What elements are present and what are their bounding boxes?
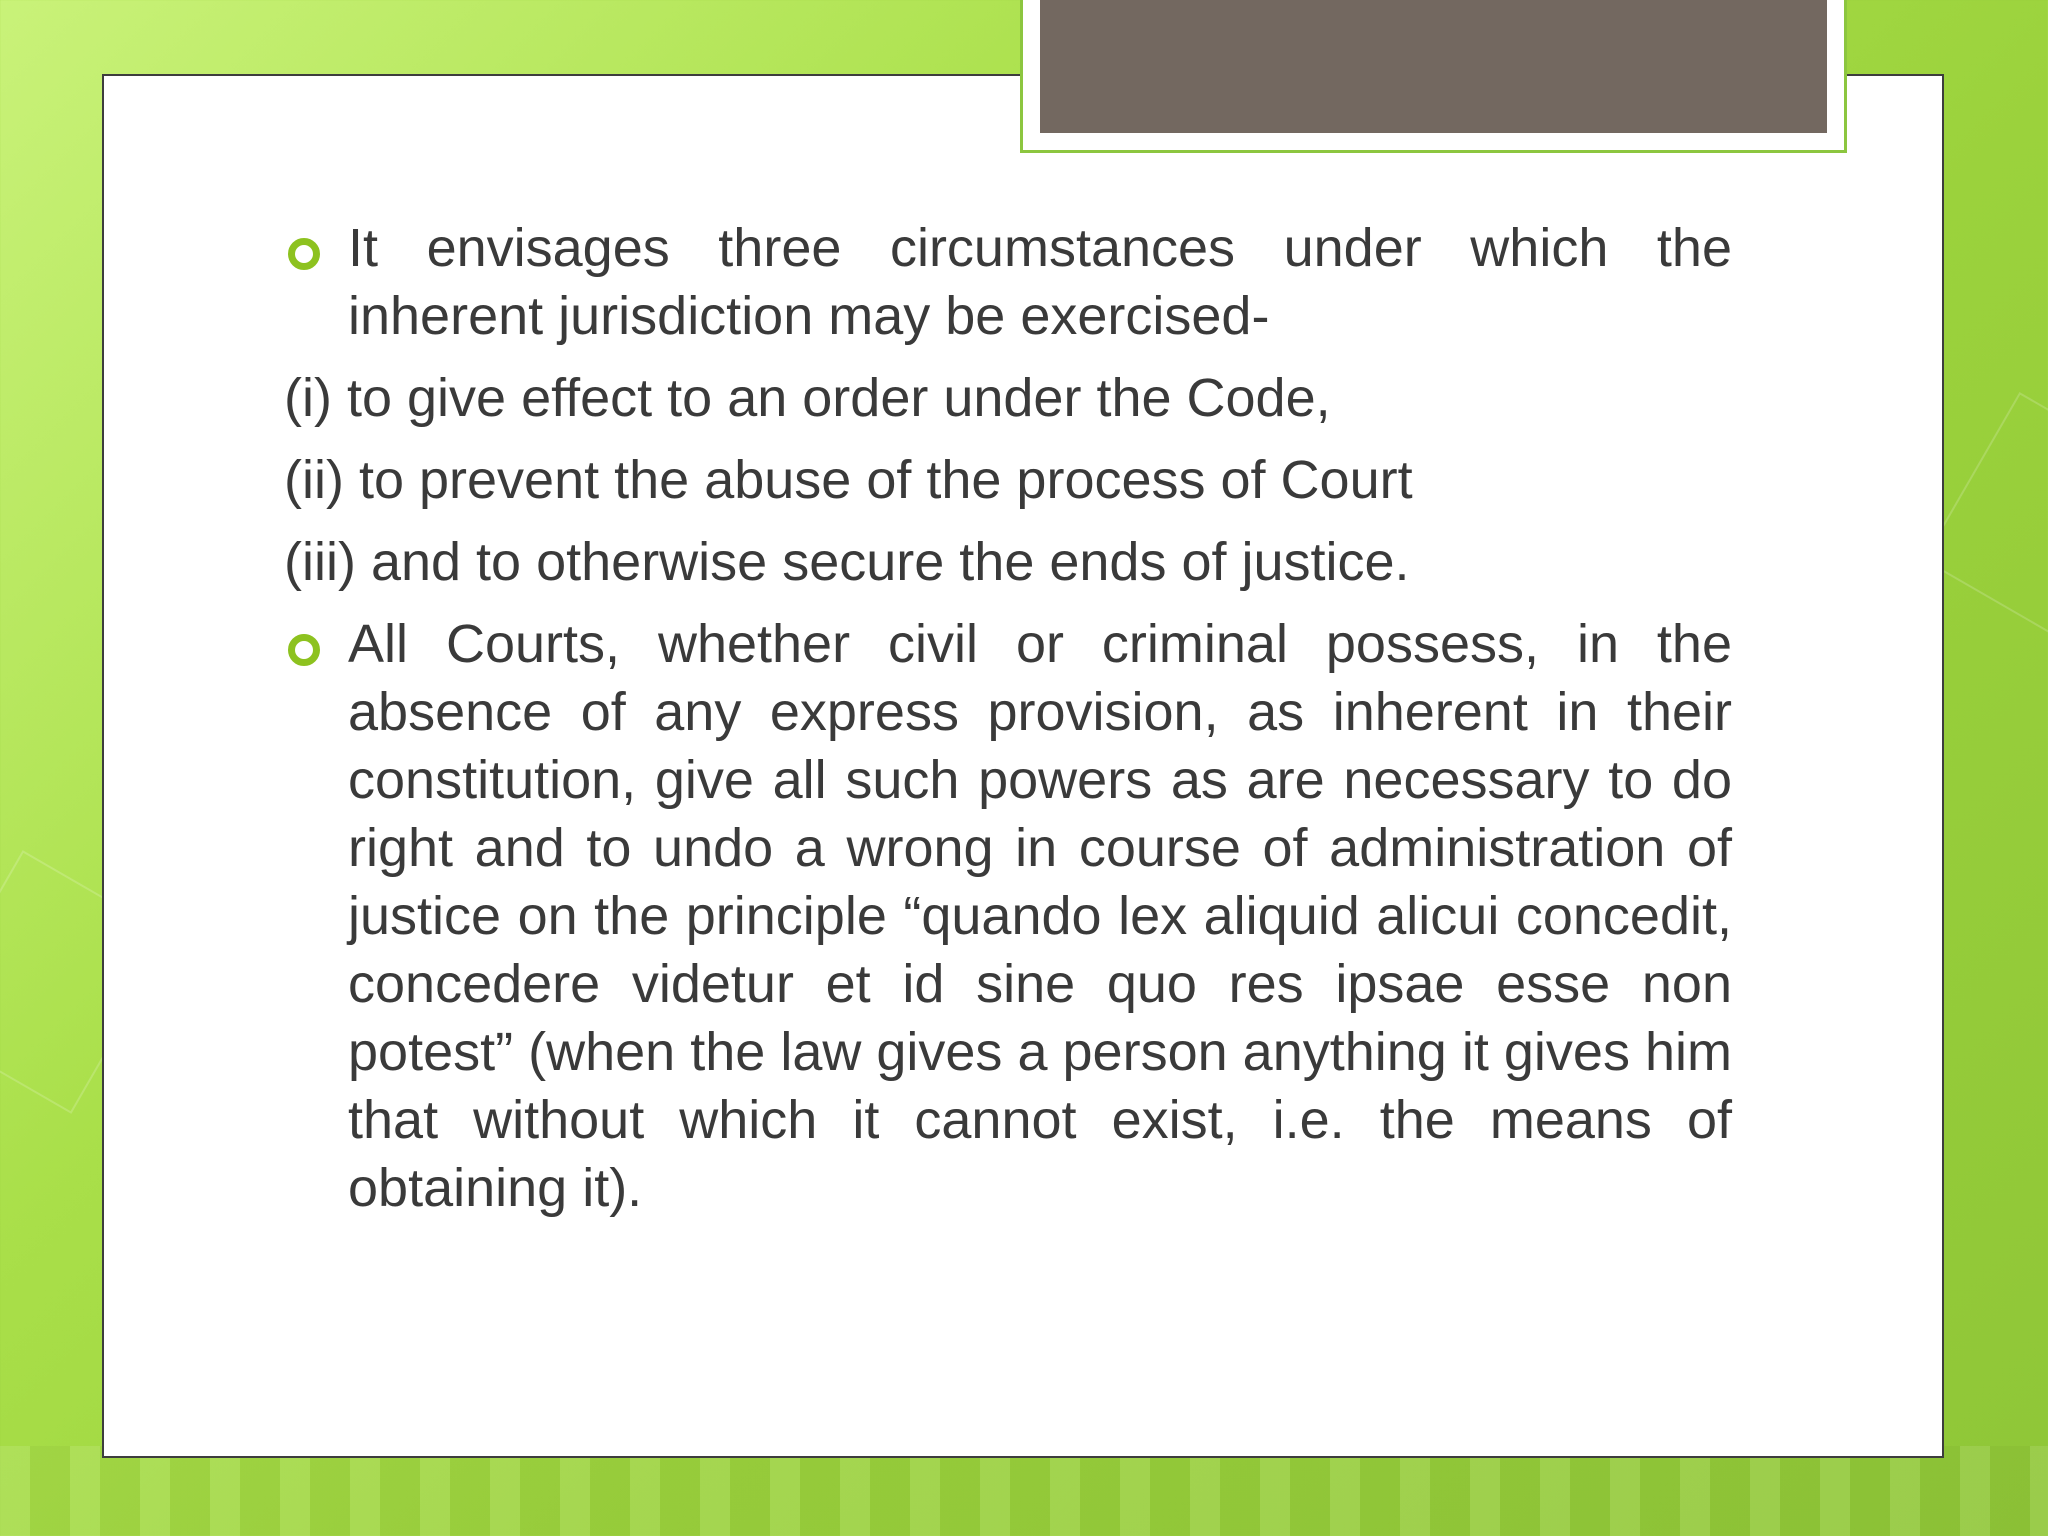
slide-body bbox=[284, 214, 1732, 1222]
bullet-circle-icon bbox=[288, 238, 320, 270]
bullet-2-text: All Courts, whether civil or criminal possess, in the absence of any express provision, as inherent in their constitution, give all such powers as are necessary to do right and to undo a wrong in course of administration of justice on the principle “quando lex aliquid alicui concedit, concedere videtur et id sine quo res ipsae esse non potest” (when the law gives a person anything it gives him that without which it cannot exist, i.e. the means of obtaining it). bbox=[348, 614, 1732, 1218]
bullet-paragraph-1 bbox=[284, 214, 1732, 350]
bullet-circle-icon bbox=[288, 634, 320, 666]
list-item-i: (i) to give effect to an order under the Code, bbox=[284, 368, 1331, 428]
background-stripes bbox=[0, 1446, 2048, 1536]
bullet-1-text: It envisages three circumstances under which the inherent jurisdiction may be exercised- bbox=[348, 218, 1732, 346]
list-item-iii: (iii) and to otherwise secure the ends of justice. bbox=[284, 532, 1410, 592]
bullet-paragraph-2 bbox=[284, 610, 1732, 1222]
list-item-ii: (ii) to prevent the abuse of the process of Court bbox=[284, 450, 1413, 510]
title-placeholder bbox=[1040, 0, 1827, 133]
